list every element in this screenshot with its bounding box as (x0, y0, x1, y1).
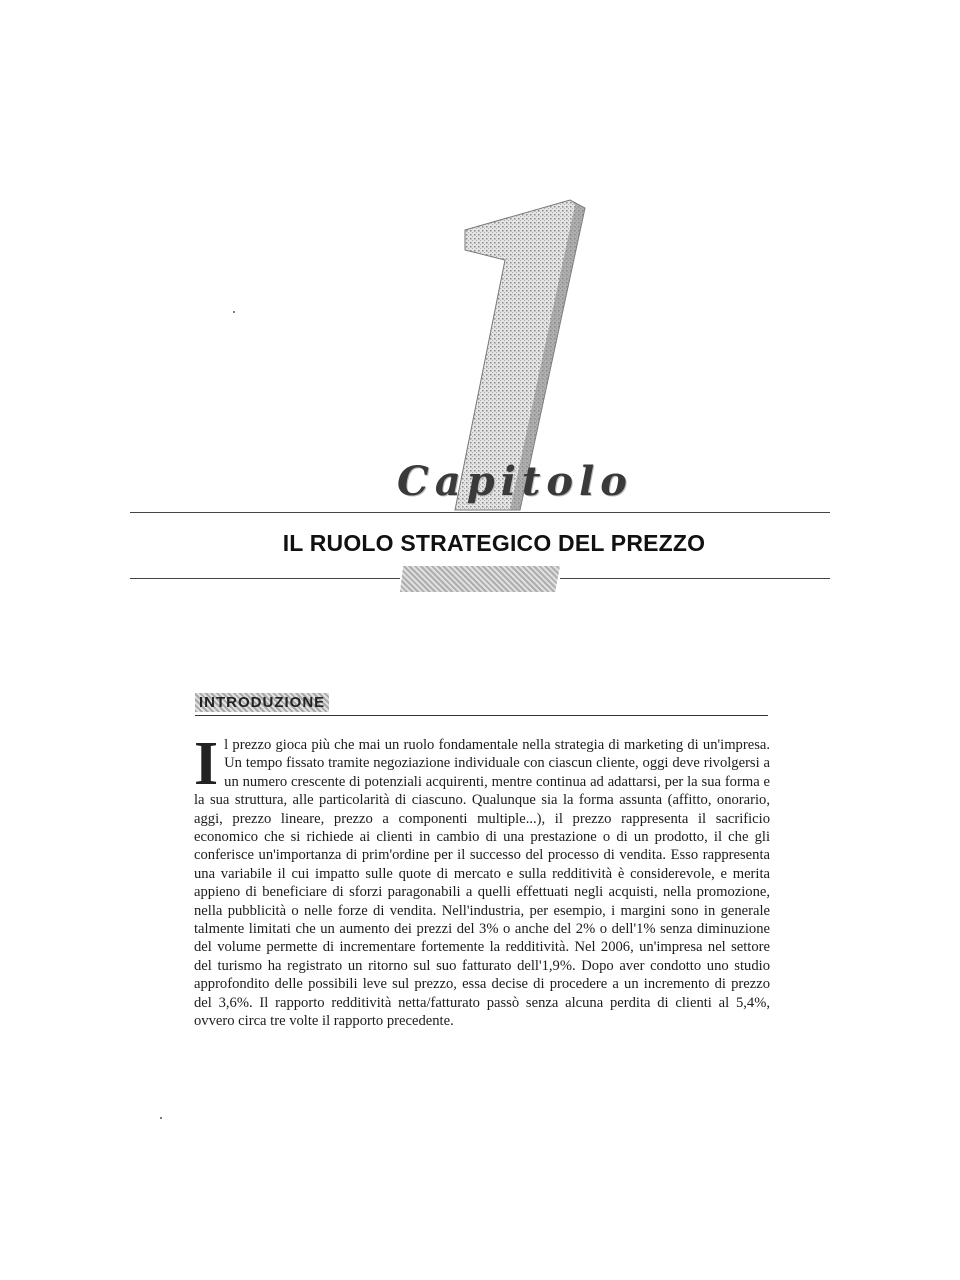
scan-speck (233, 311, 235, 313)
divider-right (560, 578, 830, 579)
scan-speck (160, 1117, 162, 1119)
top-divider (130, 512, 830, 513)
divider-left (130, 578, 400, 579)
chapter-title: IL RUOLO STRATEGICO DEL PREZZO (282, 530, 706, 556)
section-rule (195, 715, 768, 716)
drop-cap: I (194, 730, 219, 798)
section-heading: INTRODUZIONE (195, 693, 329, 712)
chapter-word: Capitolo (397, 458, 633, 505)
body-paragraph (194, 730, 770, 1031)
paragraph-text: l prezzo gioca più che mai un ruolo fondamentale nella strategia di marketing di un'impresa. Un tempo fissato tramite negoziazione individuale con ciascun cliente, oggi deve rivolgersi a un numero crescente di potenziali acquirenti, mentre continua ad adattarsi, per la sua forma e la sua struttura, alle particolarità di ciascuno. Qualunque sia la forma assunta (affitto, onorario, aggi, prezzo lineare, prezzo a componenti multiple...), il prezzo rappresenta il sacrificio economico che si richiede ai clienti in cambio di una prestazione o di un prodotto, il che gli conferisce un'importanza di prim'ordine per il successo del processo di vendita. Esso rappresenta una variabile il cui impatto sulle quote di mercato e sulla redditività è considerevole, e merita appieno di beneficiare di sforzi paragonabili a quelli effettuati negli acquisti, nella promozione, nella pubblicità o nelle forze di vendita. Nell'industria, per esempio, i margini sono in generale talmente limitati che un aumento dei prezzi del 3% o anche del 2% o dell'1% senza diminuzione del volume permette di incrementare fortemente la redditività. Nel 2006, un'impresa nel settore del turismo ha registrato un ritorno sul suo fatturato dell'1,9%. Dopo aver condotto uno studio approfondito delle possibili leve sul prezzo, essa decise di procedere a un incremento di prezzo del 3,6%. Il rapporto redditività netta/fatturato passò senza alcuna perdita di clienti al 5,4%, ovvero circa tre volte il rapporto precedente. (194, 737, 770, 1030)
divider-ornament (400, 566, 560, 592)
